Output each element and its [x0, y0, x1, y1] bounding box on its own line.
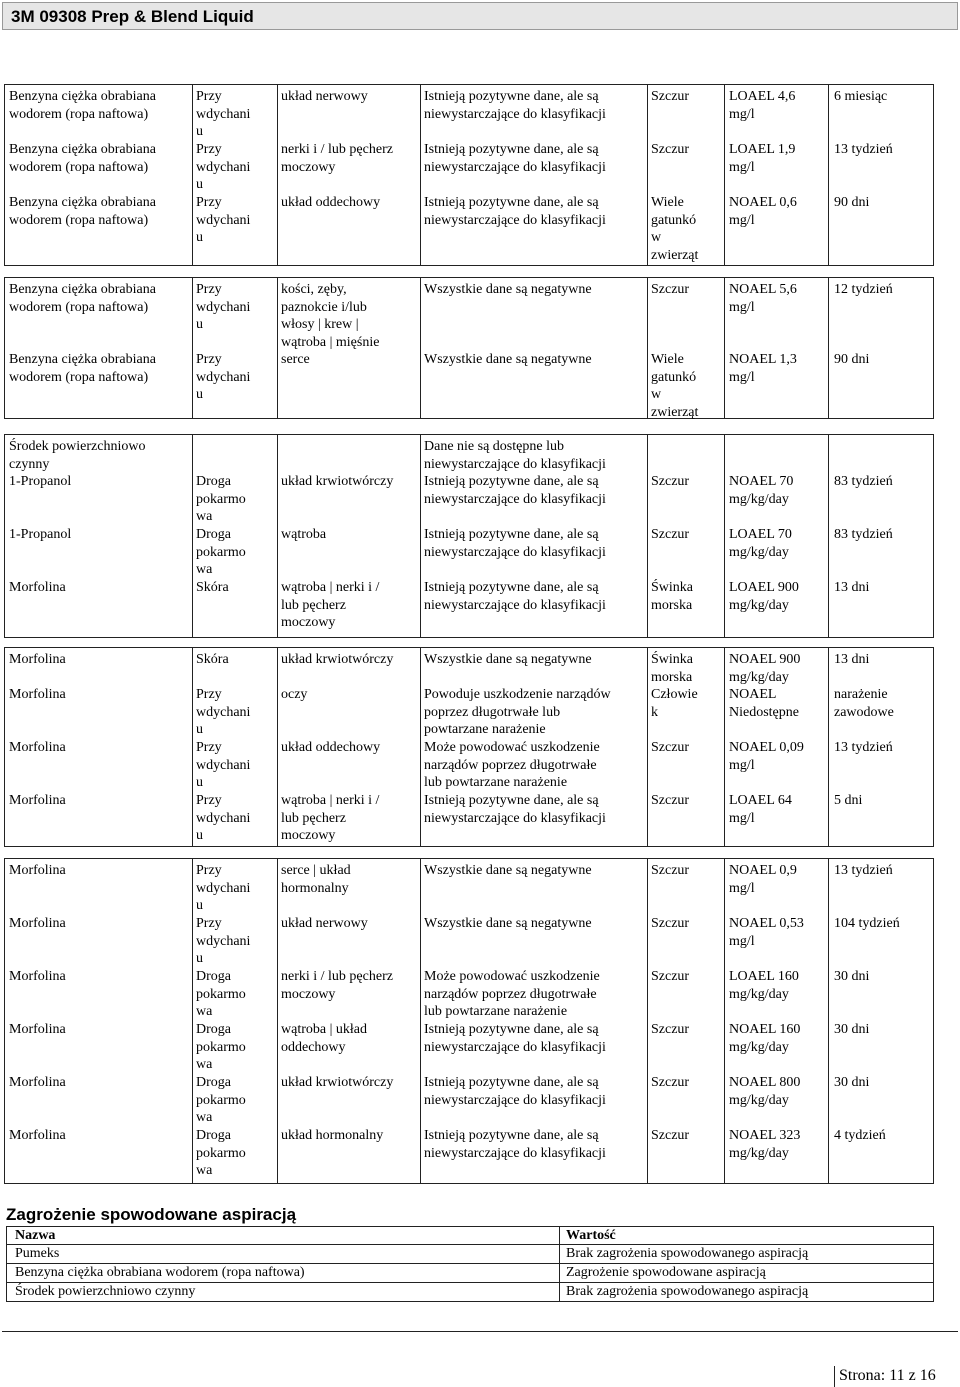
cell-target-organ: układ nerwowy [281, 89, 368, 104]
page-number-box [834, 1366, 958, 1387]
cell-result: Powoduje uszkodzenie narządów poprzez długotrwałe lub powtarzane narażenie [424, 687, 611, 737]
cell-species: Szczur [651, 1075, 690, 1090]
cell-route: Przy wdychani u [196, 89, 251, 139]
cell-substance: 1-Propanol [9, 474, 72, 489]
cell-substance: Morfolina [9, 1022, 66, 1037]
cell-species: Szczur [651, 863, 690, 878]
aspiration-table [6, 1226, 934, 1302]
cell-result: Wszystkie dane są negatywne [424, 352, 592, 367]
cell-route: Przy wdychani u [196, 142, 251, 192]
cell-route: Przy wdychani u [196, 352, 251, 402]
cell-substance: Morfolina [9, 1075, 66, 1090]
cell-substance: Benzyna ciężka obrabiana wodorem (ropa naftowa) [9, 89, 156, 122]
cell-duration: 30 dni [834, 969, 870, 984]
document-title: 3M 09308 Prep & Blend Liquid [11, 7, 254, 26]
cell-route: Przy wdychani u [196, 282, 251, 332]
aspiration-row-name: Pumeks [15, 1246, 60, 1261]
cell-target-organ: wątroba | układ oddechowy [281, 1022, 367, 1055]
cell-target-organ: układ oddechowy [281, 740, 381, 755]
cell-result: Wszystkie dane są negatywne [424, 282, 592, 297]
cell-route: Przy wdychani u [196, 195, 251, 245]
cell-species: Szczur [651, 1022, 690, 1037]
cell-target-organ: wątroba | nerki i / lub pęcherz moczowy [281, 580, 380, 630]
cell-test-value: LOAEL 4,6 mg/l [729, 89, 796, 122]
cell-test-value: NOAEL 900 mg/kg/day [729, 652, 801, 685]
cell-route: Przy wdychani u [196, 793, 251, 843]
cell-species: Szczur [651, 793, 690, 808]
cell-test-value: NOAEL 800 mg/kg/day [729, 1075, 801, 1108]
cell-result: Może powodować uszkodzenie narządów poprzez długotrwałe lub powtarzane narażenie [424, 969, 600, 1019]
cell-route: Droga pokarmo wa [196, 474, 246, 524]
cell-duration: 90 dni [834, 352, 870, 367]
cell-test-value: LOAEL 160 mg/kg/day [729, 969, 799, 1002]
cell-substance: Morfolina [9, 580, 66, 595]
cell-species: Szczur [651, 474, 690, 489]
cell-species: Szczur [651, 142, 690, 157]
toxicity-table-block [4, 647, 934, 847]
document-header [2, 2, 958, 30]
cell-route: Droga pokarmo wa [196, 527, 246, 577]
cell-route: Przy wdychani u [196, 687, 251, 737]
cell-route: Droga pokarmo wa [196, 1075, 246, 1125]
cell-result: Istnieją pozytywne dane, ale są niewystarczające do klasyfikacji [424, 1075, 606, 1108]
cell-result: Wszystkie dane są negatywne [424, 916, 592, 931]
cell-species: Świnka morska [651, 652, 693, 685]
cell-duration: 12 tydzień [834, 282, 893, 297]
cell-species: Szczur [651, 1128, 690, 1143]
toxicity-table-block [4, 858, 934, 1184]
footer-divider [2, 1331, 958, 1332]
cell-substance: Morfolina [9, 740, 66, 755]
aspiration-row-value: Brak zagrożenia spowodowanego aspiracją [566, 1284, 809, 1299]
cell-duration: 104 tydzień [834, 916, 900, 931]
cell-substance: Benzyna ciężka obrabiana wodorem (ropa naftowa) [9, 282, 156, 315]
cell-test-value: NOAEL 0,09 mg/l [729, 740, 804, 773]
cell-target-organ: nerki i / lub pęcherz moczowy [281, 969, 393, 1002]
cell-target-organ: układ krwiotwórczy [281, 1075, 394, 1090]
cell-substance: Morfolina [9, 969, 66, 984]
cell-species: Szczur [651, 916, 690, 931]
aspiration-header-value: Wartość [566, 1228, 616, 1243]
cell-target-organ: układ hormonalny [281, 1128, 384, 1143]
cell-result: Istnieją pozytywne dane, ale są niewystarczające do klasyfikacji [424, 474, 606, 507]
cell-substance: Morfolina [9, 687, 66, 702]
cell-target-organ: układ krwiotwórczy [281, 652, 394, 667]
cell-substance: Morfolina [9, 1128, 66, 1143]
cell-target-organ: nerki i / lub pęcherz moczowy [281, 142, 393, 175]
cell-test-value: LOAEL 70 mg/kg/day [729, 527, 792, 560]
cell-species: Wiele gatunkó w zwierząt [651, 352, 699, 420]
cell-test-value: NOAEL 0,9 mg/l [729, 863, 797, 896]
cell-test-value: LOAEL 900 mg/kg/day [729, 580, 799, 613]
cell-route: Przy wdychani u [196, 740, 251, 790]
cell-target-organ: układ oddechowy [281, 195, 381, 210]
toxicity-table-block [4, 434, 934, 638]
cell-substance: Środek powierzchniowo czynny [9, 439, 146, 472]
cell-duration: 13 dni [834, 652, 870, 667]
cell-species: Świnka morska [651, 580, 693, 613]
cell-test-value: NOAEL 323 mg/kg/day [729, 1128, 801, 1161]
cell-target-organ: serce | układ hormonalny [281, 863, 351, 896]
cell-route: Skóra [196, 580, 229, 595]
cell-target-organ: wątroba [281, 527, 327, 542]
cell-duration: 30 dni [834, 1075, 870, 1090]
toxicity-table-block [4, 84, 934, 266]
cell-species: Szczur [651, 969, 690, 984]
aspiration-row-name: Benzyna ciężka obrabiana wodorem (ropa naftowa) [15, 1265, 305, 1280]
cell-test-value: NOAEL 5,6 mg/l [729, 282, 797, 315]
cell-test-value: LOAEL 1,9 mg/l [729, 142, 796, 175]
cell-test-value: NOAEL 1,3 mg/l [729, 352, 797, 385]
aspiration-header-name: Nazwa [15, 1228, 56, 1243]
cell-duration: 90 dni [834, 195, 870, 210]
cell-species: Szczur [651, 89, 690, 104]
cell-target-organ: układ nerwowy [281, 916, 368, 931]
cell-result: Istnieją pozytywne dane, ale są niewystarczające do klasyfikacji [424, 142, 606, 175]
cell-duration: 13 tydzień [834, 863, 893, 878]
cell-substance: Benzyna ciężka obrabiana wodorem (ropa naftowa) [9, 142, 156, 175]
cell-route: Droga pokarmo wa [196, 1128, 246, 1178]
cell-duration: 83 tydzień [834, 474, 893, 489]
cell-duration: 30 dni [834, 1022, 870, 1037]
cell-test-value: NOAEL 0,53 mg/l [729, 916, 804, 949]
cell-route: Droga pokarmo wa [196, 1022, 246, 1072]
cell-result: Wszystkie dane są negatywne [424, 652, 592, 667]
cell-target-organ: układ krwiotwórczy [281, 474, 394, 489]
cell-target-organ: oczy [281, 687, 308, 702]
cell-test-value: NOAEL 160 mg/kg/day [729, 1022, 801, 1055]
cell-result: Istnieją pozytywne dane, ale są niewystarczające do klasyfikacji [424, 527, 606, 560]
cell-result: Istnieją pozytywne dane, ale są niewystarczające do klasyfikacji [424, 89, 606, 122]
cell-substance: Morfolina [9, 863, 66, 878]
cell-substance: Morfolina [9, 793, 66, 808]
cell-target-organ: kości, zęby, paznokcie i/lub włosy | krew | wątroba | mięśnie [281, 282, 380, 350]
cell-duration: 13 dni [834, 580, 870, 595]
cell-route: Przy wdychani u [196, 863, 251, 913]
cell-duration: 5 dni [834, 793, 863, 808]
cell-result: Istnieją pozytywne dane, ale są niewystarczające do klasyfikacji [424, 580, 606, 613]
cell-duration: 13 tydzień [834, 740, 893, 755]
cell-duration: narażenie zawodowe [834, 687, 894, 720]
toxicity-table-block [4, 277, 934, 419]
cell-species: Szczur [651, 740, 690, 755]
cell-test-value: LOAEL 64 mg/l [729, 793, 792, 826]
aspiration-row-name: Środek powierzchniowo czynny [15, 1284, 196, 1299]
cell-species: Wiele gatunkó w zwierząt [651, 195, 699, 263]
cell-duration: 6 miesiąc [834, 89, 888, 104]
cell-substance: Benzyna ciężka obrabiana wodorem (ropa naftowa) [9, 352, 156, 385]
page-number: Strona: 11 z 16 [839, 1367, 936, 1384]
cell-test-value: NOAEL Niedostępne [729, 687, 799, 720]
cell-species: Człowie k [651, 687, 698, 720]
cell-duration: 4 tydzień [834, 1128, 886, 1143]
cell-duration: 13 tydzień [834, 142, 893, 157]
cell-result: Wszystkie dane są negatywne [424, 863, 592, 878]
cell-result: Istnieją pozytywne dane, ale są niewystarczające do klasyfikacji [424, 195, 606, 228]
cell-target-organ: serce [281, 352, 310, 367]
aspiration-title: Zagrożenie spowodowane aspiracją [6, 1205, 297, 1224]
cell-result: Dane nie są dostępne lub niewystarczające do klasyfikacji [424, 439, 606, 472]
cell-result: Istnieją pozytywne dane, ale są niewystarczające do klasyfikacji [424, 1022, 606, 1055]
cell-target-organ: wątroba | nerki i / lub pęcherz moczowy [281, 793, 380, 843]
cell-substance: Morfolina [9, 916, 66, 931]
cell-species: Szczur [651, 527, 690, 542]
cell-duration: 83 tydzień [834, 527, 893, 542]
cell-route: Przy wdychani u [196, 916, 251, 966]
cell-route: Skóra [196, 652, 229, 667]
cell-result: Może powodować uszkodzenie narządów poprzez długotrwałe lub powtarzane narażenie [424, 740, 600, 790]
cell-substance: Benzyna ciężka obrabiana wodorem (ropa naftowa) [9, 195, 156, 228]
aspiration-row-value: Brak zagrożenia spowodowanego aspiracją [566, 1246, 809, 1261]
cell-result: Istnieją pozytywne dane, ale są niewystarczające do klasyfikacji [424, 1128, 606, 1161]
cell-substance: Morfolina [9, 652, 66, 667]
aspiration-row-value: Zagrożenie spowodowane aspiracją [566, 1265, 766, 1280]
cell-test-value: NOAEL 70 mg/kg/day [729, 474, 794, 507]
cell-test-value: NOAEL 0,6 mg/l [729, 195, 797, 228]
cell-result: Istnieją pozytywne dane, ale są niewystarczające do klasyfikacji [424, 793, 606, 826]
cell-species: Szczur [651, 282, 690, 297]
cell-substance: 1-Propanol [9, 527, 72, 542]
cell-route: Droga pokarmo wa [196, 969, 246, 1019]
